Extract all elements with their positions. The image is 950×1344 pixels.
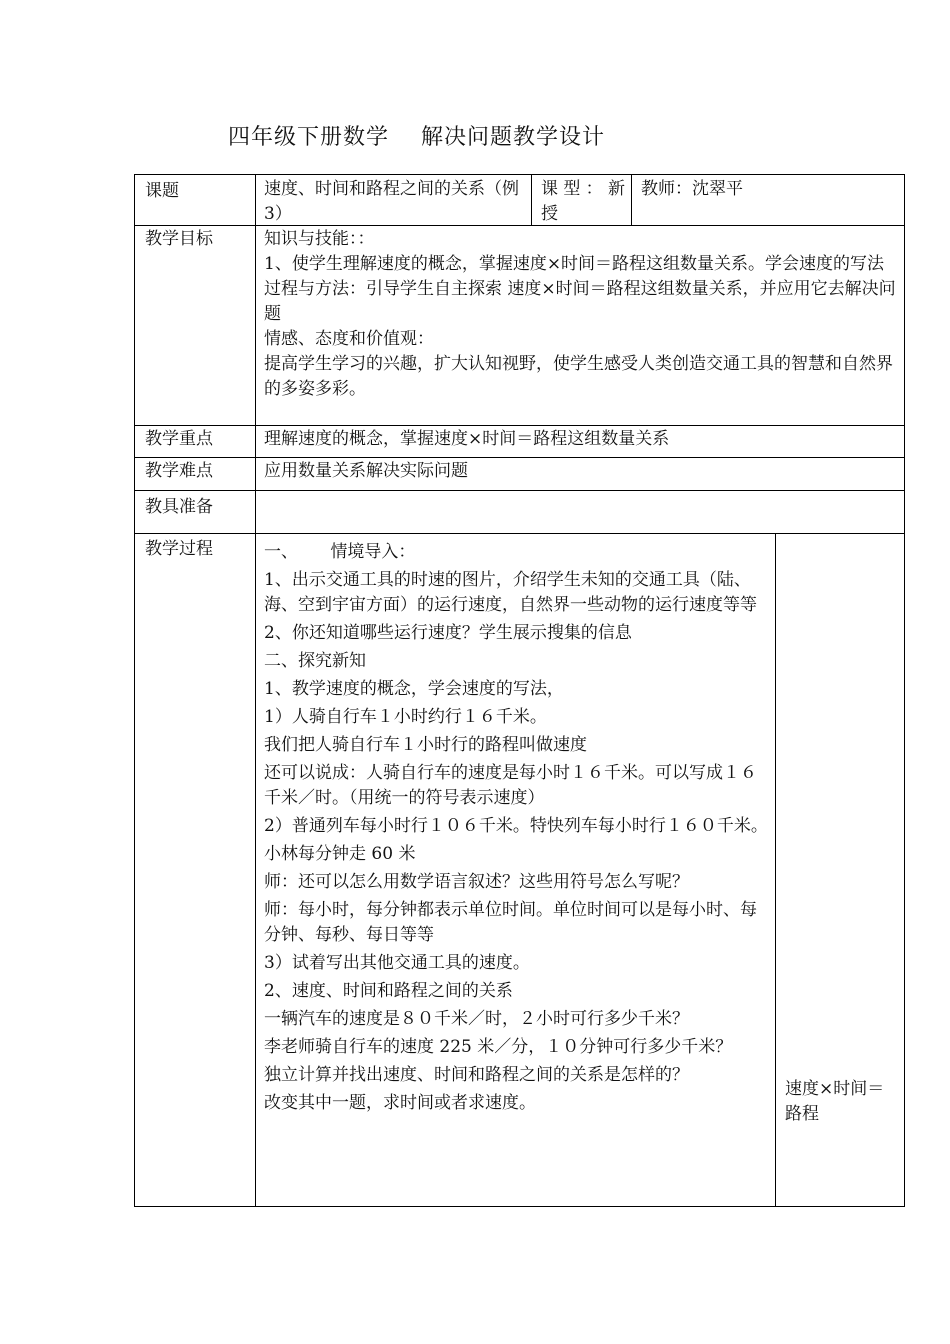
goals-line: 提高学生学习的兴趣，扩大认知视野，使学生感受人类创造交通工具的智慧和自然界的多姿多彩。 (264, 354, 893, 399)
column-divider (531, 175, 532, 225)
process-line: 李老师骑自行车的速度 225 米／分，１０分钟可行多少千米？ (264, 1037, 733, 1057)
topic-value: 速度、时间和路程之间的关系（例3） (264, 179, 519, 224)
goals-line: 情感、态度和价值观： (264, 329, 434, 349)
difficulty-label: 教学难点 (145, 461, 213, 481)
materials-label: 教具准备 (145, 497, 213, 517)
process-line: 还可以说成：人骑自行车的速度是每小时１６千米。可以写成１６千米／时。（用统一的符号表示速度） (264, 763, 757, 808)
page-title: 四年级下册数学 解决问题教学设计 (228, 125, 605, 150)
process-line: 一、 情境导入： (264, 542, 416, 562)
process-line: 独立计算并找出速度、时间和路程之间的关系是怎样的？ (264, 1065, 689, 1085)
goals-label: 教学目标 (145, 229, 213, 249)
process-line: 一辆汽车的速度是８０千米／时，２小时可行多少千米？ (264, 1009, 689, 1029)
row-divider (135, 457, 904, 458)
process-side-note: 速度×时间＝路程 (785, 1079, 885, 1124)
key-point-label: 教学重点 (145, 429, 213, 449)
column-divider (631, 175, 632, 225)
topic-label: 课题 (145, 181, 179, 201)
process-line: 1）人骑自行车１小时约行１６千米。 (264, 707, 547, 727)
difficulty-value: 应用数量关系解决实际问题 (264, 461, 468, 481)
process-line: 1、出示交通工具的时速的图片，介绍学生未知的交通工具（陆、海、空到宇宙方面）的运行速度，自然界一些动物的运行速度等等 (264, 570, 757, 615)
goals-line: 知识与技能：： (264, 229, 375, 249)
row-divider (135, 490, 904, 491)
process-line: 2、你还知道哪些运行速度？学生展示搜集的信息 (264, 623, 632, 643)
goals-line: 过程与方法：引导学生自主探索 速度×时间＝路程这组数量关系，并应用它去解决问题 (264, 279, 896, 324)
process-line: 1、教学速度的概念，学会速度的写法， (264, 679, 564, 699)
process-line: 2）普通列车每小时行１０６千米。特快列车每小时行１６０千米。 (264, 816, 768, 836)
process-line: 二、探究新知 (264, 651, 366, 671)
process-content (264, 540, 772, 1119)
process-line: 2、速度、时间和路程之间的关系 (264, 981, 513, 1001)
process-line: 小林每分钟走 60 米 (264, 844, 416, 864)
process-line: 我们把人骑自行车１小时行的路程叫做速度 (264, 735, 587, 755)
goals-content (264, 227, 897, 402)
row-divider (135, 533, 904, 534)
lesson-type: 课型：新授 (541, 179, 625, 224)
key-point-value: 理解速度的概念，掌握速度×时间＝路程这组数量关系 (264, 429, 670, 449)
lesson-plan-table (134, 174, 905, 1207)
process-line: 3）试着写出其他交通工具的速度。 (264, 953, 530, 973)
process-label: 教学过程 (145, 539, 213, 559)
column-divider (255, 175, 256, 1206)
goals-line: 1、使学生理解速度的概念，掌握速度×时间＝路程这组数量关系。学会速度的写法 (264, 254, 885, 274)
teacher-name: 教师：沈翠平 (641, 179, 743, 199)
row-divider (135, 425, 904, 426)
process-line: 师：每小时，每分钟都表示单位时间。单位时间可以是每小时、每分钟、每秒、每日等等 (264, 900, 757, 945)
process-line: 改变其中一题，求时间或者求速度。 (264, 1093, 536, 1113)
process-line: 师：还可以怎么用数学语言叙述？这些用符号怎么写呢？ (264, 872, 689, 892)
column-divider (775, 533, 776, 1206)
